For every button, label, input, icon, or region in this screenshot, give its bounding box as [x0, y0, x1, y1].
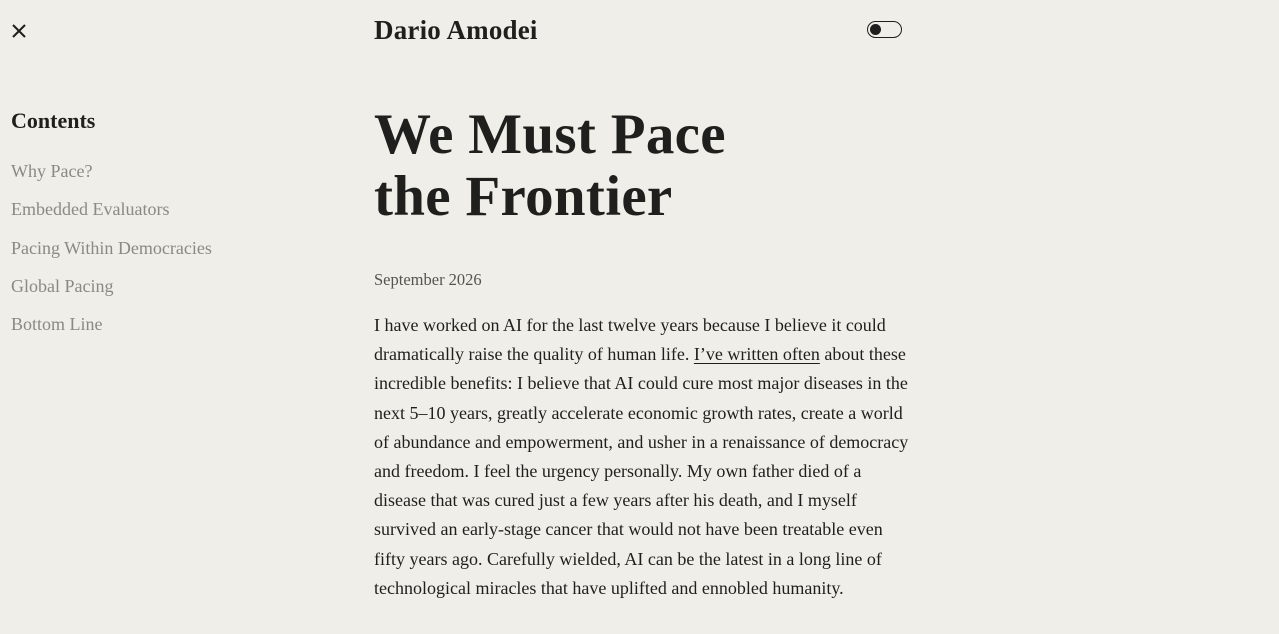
toggle-switch-icon — [870, 24, 881, 35]
article-title-line-2: the Frontier — [374, 165, 673, 228]
toc-item-pacing-within-democracies[interactable]: Pacing Within Democracies — [11, 237, 212, 258]
close-icon — [9, 21, 29, 41]
toc-item-global-pacing[interactable]: Global Pacing — [11, 275, 114, 296]
article-title — [374, 104, 914, 228]
article-date: September 2026 — [374, 270, 482, 289]
toc-list — [11, 160, 311, 335]
paragraph-text-before-link: I have worked on AI for the last twelve years because I believe it could dramatically raise the quality of human life. — [374, 315, 886, 365]
article — [374, 104, 914, 621]
toc-item-embedded-evaluators[interactable]: Embedded Evaluators — [11, 199, 170, 220]
written-often-link[interactable]: I’ve written often — [693, 344, 820, 365]
toc-item-bottom-line[interactable]: Bottom Line — [11, 314, 103, 335]
close-button[interactable] — [9, 21, 29, 41]
toc-item-why-pace[interactable]: Why Pace? — [11, 161, 93, 181]
theme-toggle[interactable] — [867, 21, 902, 38]
article-title-line-1: We Must Pace — [374, 103, 726, 166]
site-title[interactable]: Dario Amodei — [374, 15, 538, 45]
paragraph-text-after-link: about these incredible benefits: I believe that AI could cure most major diseases in the next 5–10 years, greatly accelerate economic growth rates, create a world of abundance and empowerment, and usher in a renaissance of democracy and freedom. I feel the urgency personally. My own father died of a disease that was cured just a few years after his death, and I myself survived an early-stage cancer that would not have been treatable even fifty years ago. Carefully wielded, AI can be the latest in a long line of technological miracles that have uplifted and ennobled humanity. — [374, 344, 909, 598]
toc-heading: Contents — [11, 108, 96, 133]
article-paragraph — [374, 311, 909, 603]
table-of-contents — [11, 106, 311, 351]
